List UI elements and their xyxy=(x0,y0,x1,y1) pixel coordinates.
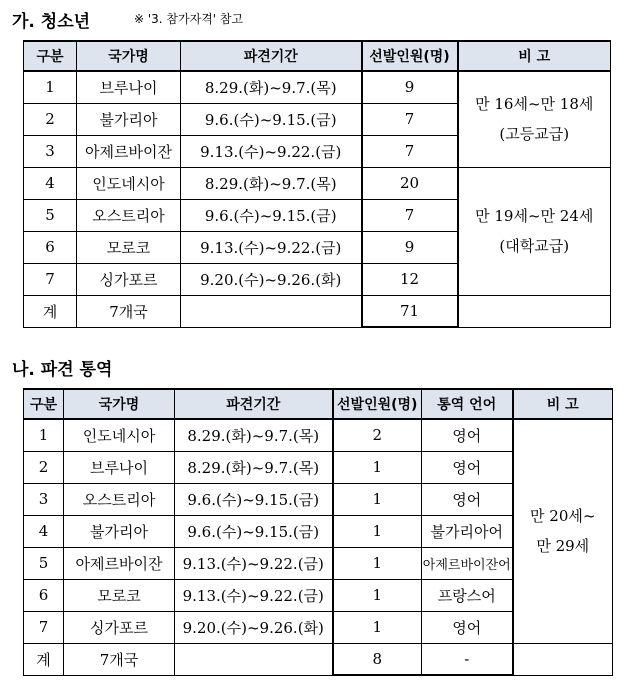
cell-no: 4 xyxy=(24,515,64,547)
total-label: 계 xyxy=(24,295,77,327)
cell-no: 7 xyxy=(24,263,77,295)
cell-period: 9.13.(수)~9.22.(금) xyxy=(175,547,333,579)
remark-university xyxy=(458,167,611,295)
total-remark xyxy=(458,295,611,327)
section2-heading: 나. 파견 통역 xyxy=(12,360,113,380)
header-category: 구분 xyxy=(24,41,77,71)
table-header-row xyxy=(24,389,613,419)
cell-language: 불가리아어 xyxy=(422,515,513,547)
remark-interpreter xyxy=(513,419,613,643)
cell-no: 1 xyxy=(24,71,77,103)
header-remark: 비 고 xyxy=(458,41,611,71)
cell-period: 9.13.(수)~9.22.(금) xyxy=(181,231,362,263)
cell-country: 불가리아 xyxy=(64,515,175,547)
header-remark: 비 고 xyxy=(513,389,613,419)
total-remark xyxy=(513,643,613,675)
cell-language: 아제르바이잔어 xyxy=(422,547,513,579)
cell-no: 5 xyxy=(24,547,64,579)
cell-no: 2 xyxy=(24,103,77,135)
cell-count: 1 xyxy=(333,515,422,547)
cell-period: 9.13.(수)~9.22.(금) xyxy=(175,579,333,611)
total-period xyxy=(181,295,362,327)
cell-count: 20 xyxy=(362,167,458,199)
table-row xyxy=(24,167,611,199)
cell-country: 인도네시아 xyxy=(64,419,175,451)
cell-period: 9.13.(수)~9.22.(금) xyxy=(181,135,362,167)
cell-country: 모로코 xyxy=(64,579,175,611)
cell-country: 싱가포르 xyxy=(77,263,181,295)
cell-period: 9.6.(수)~9.15.(금) xyxy=(181,199,362,231)
cell-count: 7 xyxy=(362,199,458,231)
cell-period: 9.6.(수)~9.15.(금) xyxy=(181,103,362,135)
cell-count: 1 xyxy=(333,611,422,643)
youth-table xyxy=(23,40,611,328)
cell-no: 6 xyxy=(24,579,64,611)
cell-count: 1 xyxy=(333,579,422,611)
table-header-row xyxy=(24,41,611,71)
cell-no: 2 xyxy=(24,451,64,483)
cell-no: 4 xyxy=(24,167,77,199)
cell-count: 7 xyxy=(362,103,458,135)
cell-period: 8.29.(화)~9.7.(목) xyxy=(181,71,362,103)
remark-high-school xyxy=(458,71,611,167)
cell-count: 9 xyxy=(362,231,458,263)
cell-country: 오스트리아 xyxy=(77,199,181,231)
header-period: 파견기간 xyxy=(181,41,362,71)
header-period: 파견기간 xyxy=(175,389,333,419)
remark-level: (고등교급) xyxy=(499,125,570,144)
header-count: 선발인원(명) xyxy=(333,389,422,419)
cell-period: 9.20.(수)~9.26.(화) xyxy=(181,263,362,295)
cell-count: 9 xyxy=(362,71,458,103)
cell-country: 모로코 xyxy=(77,231,181,263)
total-period xyxy=(175,643,333,675)
header-category: 구분 xyxy=(24,389,64,419)
header-count: 선발인원(명) xyxy=(362,41,458,71)
cell-language: 영어 xyxy=(422,611,513,643)
header-language: 통역 언어 xyxy=(422,389,513,419)
cell-count: 1 xyxy=(333,547,422,579)
total-count: 71 xyxy=(362,295,458,327)
remark-level: (대학교급) xyxy=(499,237,570,255)
total-row xyxy=(24,643,613,675)
cell-period: 9.20.(수)~9.26.(화) xyxy=(175,611,333,643)
cell-language: 영어 xyxy=(422,451,513,483)
remark-age-to: 만 29세 xyxy=(536,537,590,556)
remark-age: 만 19세~만 24세 xyxy=(475,207,594,225)
header-country: 국가명 xyxy=(64,389,175,419)
cell-language: 영어 xyxy=(422,419,513,451)
cell-country: 아제르바이잔 xyxy=(64,547,175,579)
table-row xyxy=(24,419,613,451)
cell-no: 7 xyxy=(24,611,64,643)
remark-age: 만 16세~만 18세 xyxy=(475,95,594,114)
cell-no: 5 xyxy=(24,199,77,231)
header-country: 국가명 xyxy=(77,41,181,71)
cell-country: 브루나이 xyxy=(77,71,181,103)
cell-count: 12 xyxy=(362,263,458,295)
cell-no: 1 xyxy=(24,419,64,451)
cell-language: 영어 xyxy=(422,483,513,515)
total-countries: 7개국 xyxy=(77,295,181,327)
cell-no: 6 xyxy=(24,231,77,263)
cell-period: 8.29.(화)~9.7.(목) xyxy=(181,167,362,199)
cell-country: 인도네시아 xyxy=(77,167,181,199)
section1-heading: 가. 청소년 xyxy=(12,12,91,32)
cell-no: 3 xyxy=(24,135,77,167)
table-row xyxy=(24,71,611,103)
cell-count: 7 xyxy=(362,135,458,167)
cell-country: 아제르바이잔 xyxy=(77,135,181,167)
total-label: 계 xyxy=(24,643,64,675)
total-count: 8 xyxy=(333,643,422,675)
cell-period: 9.6.(수)~9.15.(금) xyxy=(175,515,333,547)
cell-country: 불가리아 xyxy=(77,103,181,135)
section1-note: ※ '3. 참가자격' 참고 xyxy=(134,12,244,26)
cell-country: 싱가포르 xyxy=(64,611,175,643)
cell-count: 2 xyxy=(333,419,422,451)
cell-count: 1 xyxy=(333,483,422,515)
total-row xyxy=(24,295,611,327)
total-language: - xyxy=(422,643,513,675)
cell-country: 오스트리아 xyxy=(64,483,175,515)
cell-count: 1 xyxy=(333,451,422,483)
total-countries: 7개국 xyxy=(64,643,175,675)
cell-language: 프랑스어 xyxy=(422,579,513,611)
interpreter-table xyxy=(23,388,613,676)
remark-age-from: 만 20세~ xyxy=(530,507,596,526)
cell-period: 8.29.(화)~9.7.(목) xyxy=(175,451,333,483)
cell-country: 브루나이 xyxy=(64,451,175,483)
cell-period: 9.6.(수)~9.15.(금) xyxy=(175,483,333,515)
cell-no: 3 xyxy=(24,483,64,515)
cell-period: 8.29.(화)~9.7.(목) xyxy=(175,419,333,451)
